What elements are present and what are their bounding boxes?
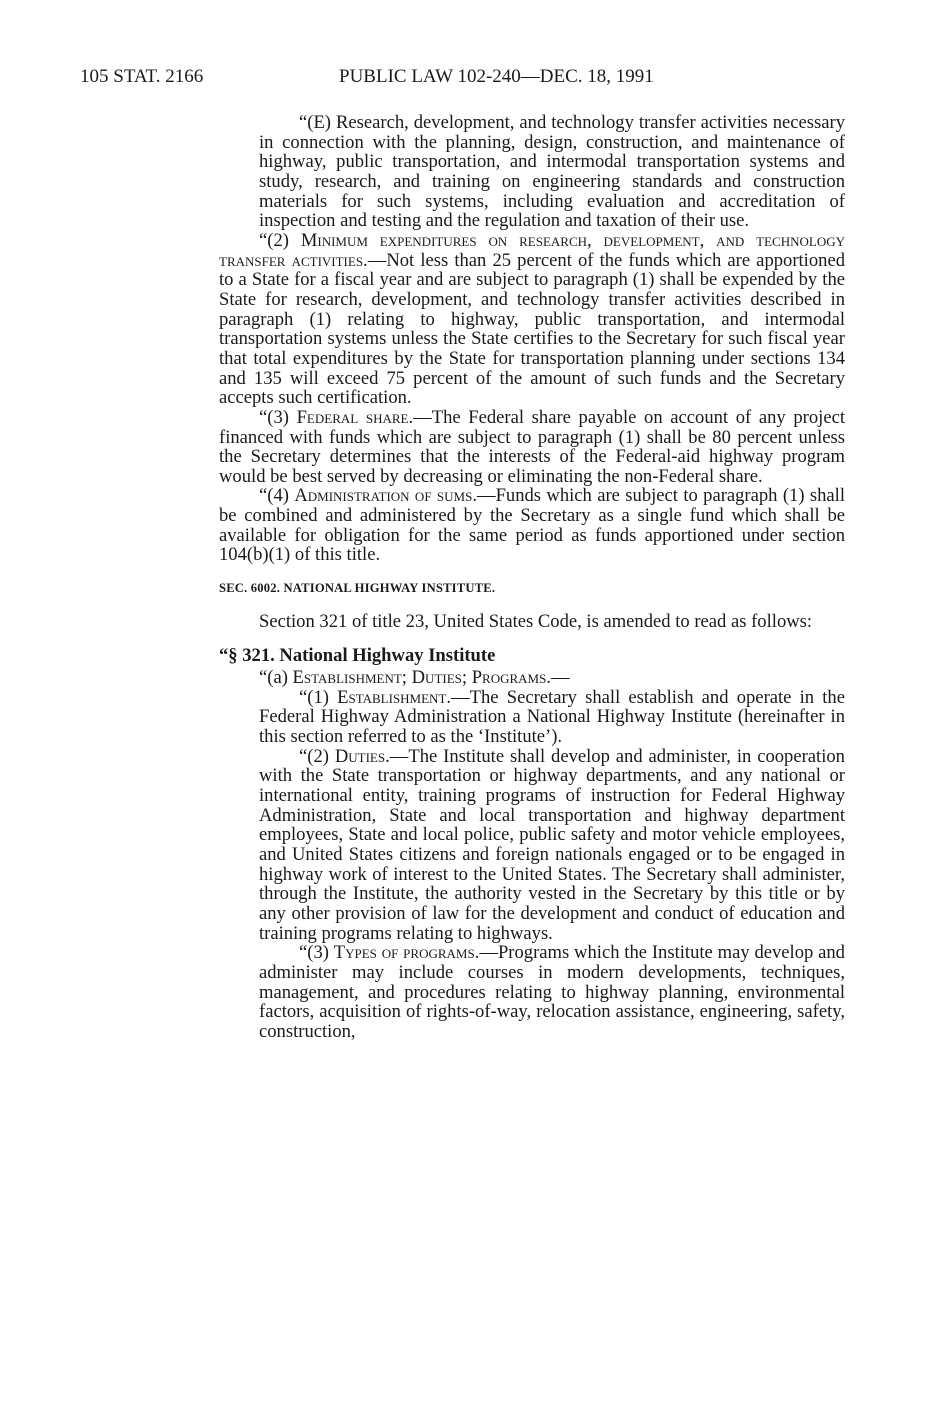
paragraph-number: “(1) [299,686,338,708]
paragraph-heading: Administration of sums. [294,485,477,507]
paragraph-a3 [219,943,845,1041]
subsection-a [219,668,845,688]
paragraph-4 [219,486,845,565]
subsection-heading: Establishment; Duties; Programs. [292,667,551,689]
subsection-number: “(a) [259,667,293,689]
document-body [219,113,845,1042]
paragraph-heading: Establishment. [337,686,452,708]
subsection-text: — [550,667,570,689]
paragraph-a1 [219,688,845,747]
paragraph-number: “(4) [259,485,295,507]
paragraph-2 [219,231,845,408]
paragraph-text: —The Institute shall develop and administer, in cooperation with the State transportation or highway departments, and any national or international entity, training programs of instruction for Federal Highway Administration, State and local transportation and highway department employees, State and local police, public safety and motor vehicle employees, and United States citizens and foreign nationals engaged or to be engaged in highway work of interest to the United States. The Secretary shall administer, through the Institute, the authority vested in the Secretary by this title or by any other provision of law for the development and conduct of education and training programs relating to highways. [259,745,845,944]
section-title: “§ 321. National Highway Institute [219,645,496,667]
paragraph-e: “(E) Research, development, and technology transfer activities necessary in connection with the planning, design, construction, and maintenance of highway, public transportation, and intermodal transportation systems and study, research, and training on engineering standards and construction materials for such systems, including evaluation and accreditation of inspection and testing and the regulation and taxation of their use. [259,112,845,232]
paragraph-number: “(2) [259,229,301,251]
paragraph-text: —Programs which the Institute may develop and administer may include courses in modern developments, techniques, management, and procedures relating to highway planning, environmental factors, acquisition of rights-of-way, relocation assistance, engineering, safety, construction, [259,942,845,1042]
paragraph-text: —Not less than 25 percent of the funds which are apportioned to a State for a fiscal year and are subject to paragraph (1) shall be expended by the State for research, development, and technology transfer activities described in paragraph (1) relating to highway, public transportation, and intermodal transportation systems unless the State certifies to the Secretary for such fiscal year that total expenditures by the State for transportation planning under sections 134 and 135 will exceed 75 percent of the amount of such funds and the Secretary accepts such certification. [219,249,845,409]
paragraph-heading: Minimum expenditures on research, development, and technology transfer activities. [219,229,845,271]
paragraph-text: —The Federal share payable on account of any project financed with funds which are subject to paragraph (1) shall be 80 percent unless the Secretary determines that the interests of the Federal-aid highway program would be best served by decreasing or eliminating the non-Federal share. [219,406,845,487]
amendment-intro: Section 321 of title 23, United States Code, is amended to read as follows: [259,610,813,632]
page-header [0,64,949,90]
paragraph-number: “(2) [299,745,335,767]
paragraph-text: —The Secretary shall establish and operate in the Federal Highway Administration a National Highway Institute (hereinafter in this section referred to as the ‘Institute’). [259,686,845,748]
public-law-citation: PUBLIC LAW 102-240—DEC. 18, 1991 [339,66,654,87]
paragraph-number: “(3) [299,942,334,964]
statute-page-number: 105 STAT. 2166 [80,66,204,87]
paragraph-heading: Duties. [334,745,390,767]
paragraph-text: —Funds which are subject to paragraph (1) shall be combined and administered by the Secretary as a single fund which shall be available for obligation for the same period as funds apportioned under section 104(b)(1) of this title. [219,485,846,566]
paragraph-3 [219,408,845,487]
paragraph-heading: Federal share. [296,406,414,428]
paragraph-a2 [219,747,845,944]
section-heading: SEC. 6002. NATIONAL HIGHWAY INSTITUTE. [219,581,496,596]
paragraph-heading: Types of programs. [333,942,480,964]
paragraph-number: “(3) [259,406,297,428]
